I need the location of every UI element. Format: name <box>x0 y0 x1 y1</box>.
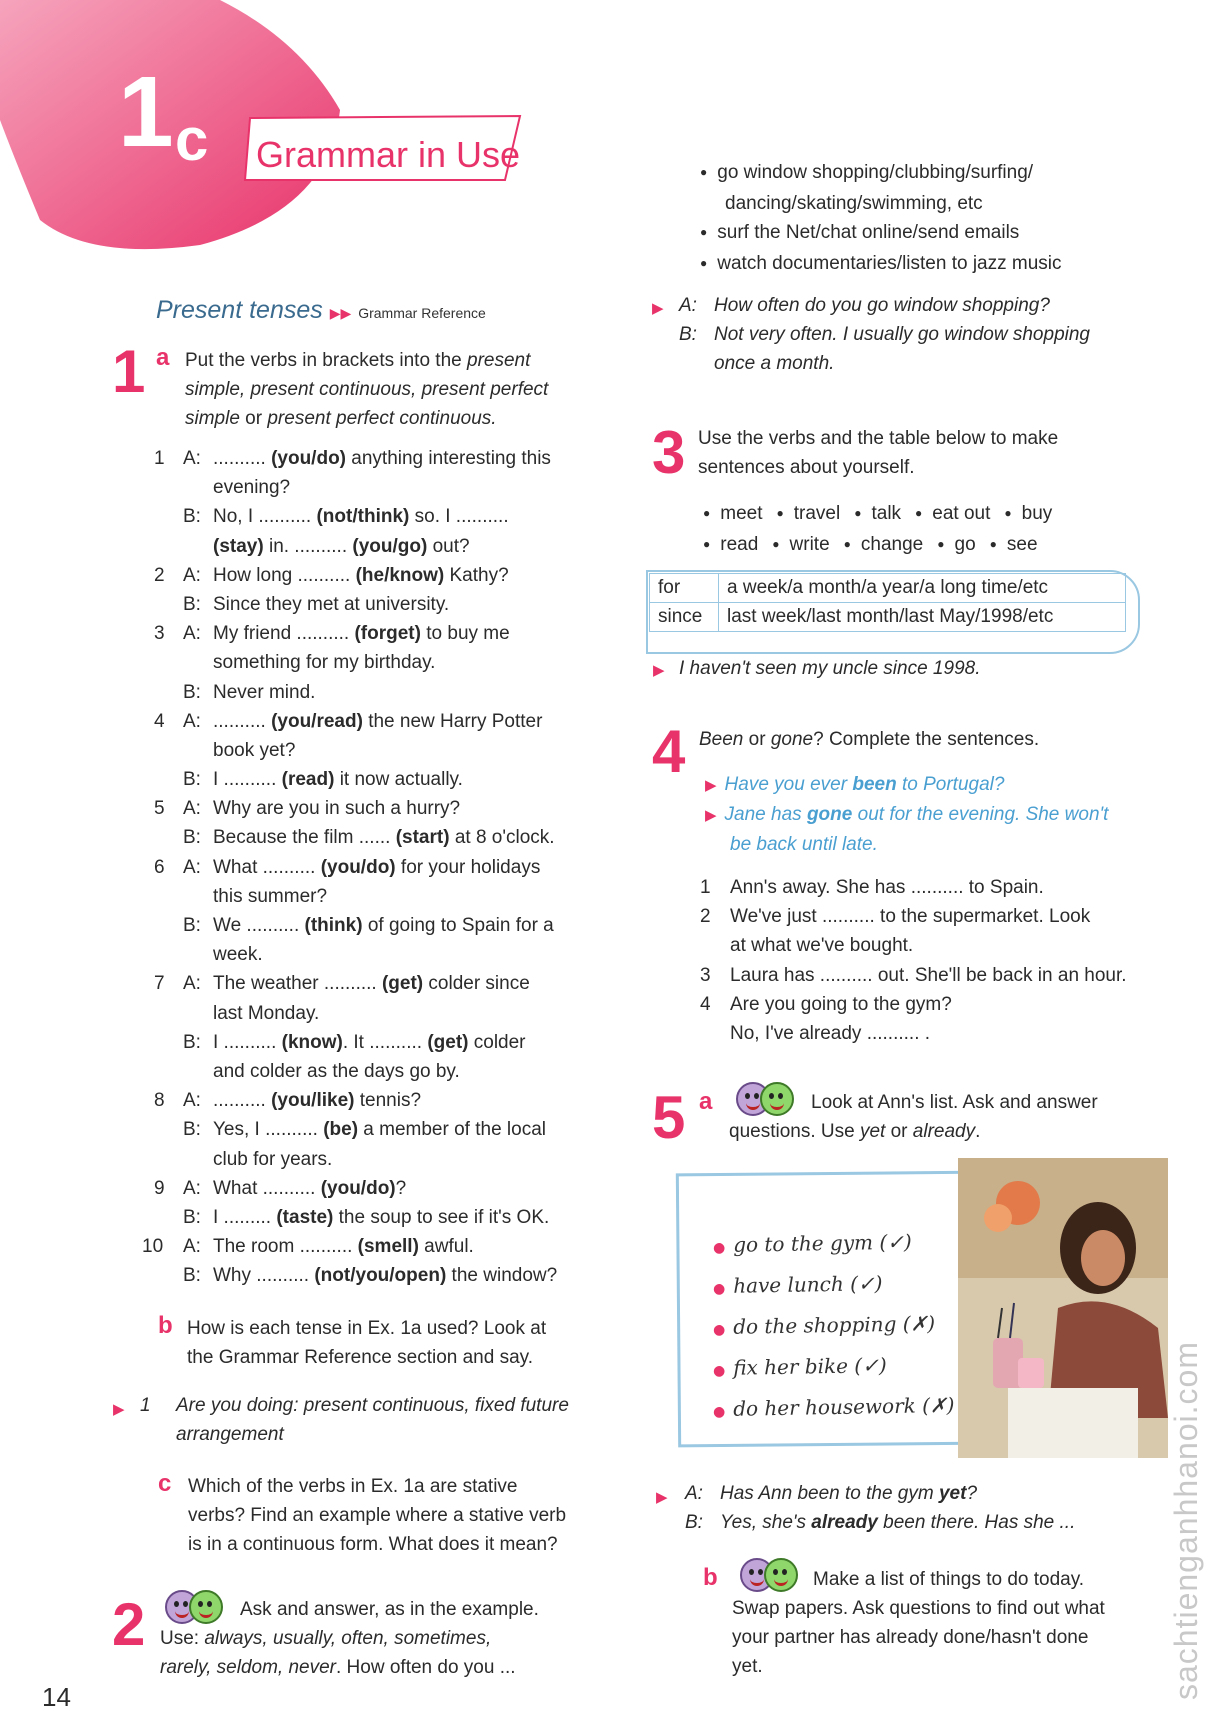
list-item <box>148 794 608 823</box>
list-item <box>148 444 608 473</box>
list-item <box>148 940 608 969</box>
list-item <box>713 1304 955 1349</box>
speaker-label: A: <box>183 798 201 820</box>
speaker-label: A: <box>183 564 201 586</box>
exercise-3-verbs <box>703 499 1066 561</box>
example-arrow-icon: ▶ <box>652 300 664 317</box>
list-item <box>700 1019 1170 1048</box>
item-text: at what we've bought. <box>730 935 914 957</box>
verb-item: ● write <box>772 534 829 555</box>
speaker-label: B: <box>183 506 201 528</box>
list-item <box>148 1086 608 1115</box>
verb-item: ● meet <box>703 503 763 524</box>
speaker-label: B: <box>183 593 201 615</box>
list-item <box>148 911 608 940</box>
speaker-label: A: <box>183 448 201 469</box>
item-text: What .......... (you/do) for your holidays <box>213 856 541 878</box>
bullet-icon: ● <box>712 1403 726 1421</box>
list-item <box>148 561 608 590</box>
item-number: 1 <box>154 448 165 469</box>
item-text: .......... (you/read) the new Harry Potter <box>213 710 543 732</box>
speaker-label: B: <box>183 1265 201 1287</box>
example-arrow-icon: ▶ <box>113 1401 125 1418</box>
item-number: 3 <box>154 623 165 645</box>
list-item <box>148 853 608 882</box>
example-arrow-icon: ▶ <box>656 1489 668 1506</box>
item-text: Because the film ...... (start) at 8 o'clock. <box>213 827 555 849</box>
exercise-1a-letter: a <box>156 344 170 371</box>
item-text: and colder as the days go by. <box>213 1060 460 1082</box>
exercise-1-number: 1 <box>112 338 146 405</box>
speaker-label: B: <box>183 1206 201 1228</box>
list-item-text: go to the gym (✓) <box>732 1229 912 1257</box>
exercise-5a-example: A: Has Ann been to the gym yet? B: Yes, she's already been there. Has she ... <box>685 1483 1076 1533</box>
speaker-label: B: <box>183 915 201 936</box>
speaker-label: A: <box>183 856 201 878</box>
list-item <box>713 1263 955 1308</box>
item-text: Yes, I .......... (be) a member of the local <box>213 1119 546 1141</box>
exercise-2-bullets: ● go window shopping/clubbing/surfing/ dancing/skating/swimming, etc ● surf the Net/chat online/send emails ● watch documentaries/listen to jazz music <box>700 158 1062 280</box>
verb-item: ● change <box>844 534 924 555</box>
verb-item: ● talk <box>854 503 901 524</box>
item-text: Laura has .......... out. She'll be back in an hour. <box>730 964 1127 986</box>
item-text: We .......... (think) of going to Spain for a <box>213 915 554 936</box>
item-text: The room .......... (smell) awful. <box>213 1236 474 1258</box>
speaker-label: B: <box>183 681 201 703</box>
item-number: 1 <box>700 877 711 898</box>
speaker-label: B: <box>183 1031 201 1053</box>
speaker-label: A: <box>183 973 201 995</box>
item-text: How long .......... (he/know) Kathy? <box>213 564 509 586</box>
item-number: 7 <box>154 973 165 995</box>
exercise-1-list <box>142 444 608 1290</box>
anns-list <box>713 1224 955 1429</box>
list-item <box>148 1145 608 1174</box>
item-text: .......... (you/do) anything interesting this <box>213 448 551 469</box>
item-text: No, I .......... (not/think) so. I .......... <box>213 506 509 528</box>
item-text: .......... (you/like) tennis? <box>213 1090 422 1112</box>
item-number: 5 <box>154 798 165 820</box>
watermark: sachtienganhhanoi.com <box>1168 1340 1204 1700</box>
list-item <box>148 619 608 648</box>
item-text: Are you going to the gym? <box>730 993 952 1015</box>
list-item-text: do her housework (✗) <box>732 1392 955 1421</box>
item-number: 2 <box>700 906 711 928</box>
exercise-1c-letter: c <box>158 1470 172 1497</box>
item-text: last Monday. <box>213 1002 320 1024</box>
verb-item: ● eat out <box>915 503 990 524</box>
exercise-4-number: 4 <box>652 718 686 785</box>
list-item <box>700 990 1170 1019</box>
list-item <box>148 1057 608 1086</box>
verb-item: ● read <box>703 534 758 555</box>
speaker-label: A: <box>183 1236 201 1258</box>
speaker-label: A: <box>183 710 201 732</box>
item-text: book yet? <box>213 739 296 761</box>
exercise-2-example: A: How often do you go window shopping? B: Not very often. I usually go window shopping once a month. <box>679 295 1090 374</box>
list-item <box>148 969 608 998</box>
exercise-4-instructions: Been or gone? Complete the sentences. <box>699 729 1040 750</box>
verb-item: ● buy <box>1004 503 1052 524</box>
header-shape <box>0 0 560 260</box>
speaker-label: A: <box>183 1090 201 1112</box>
list-item <box>148 473 608 502</box>
item-text: Why are you in such a hurry? <box>213 798 461 820</box>
item-text: Never mind. <box>213 681 316 703</box>
header-banner <box>0 0 560 260</box>
bullet-icon: ● <box>712 1280 726 1298</box>
item-number: 10 <box>142 1236 164 1258</box>
list-item-text: have lunch (✓) <box>732 1271 883 1298</box>
list-item <box>148 1203 608 1232</box>
verb-item: ● see <box>990 534 1038 555</box>
speaker-label: B: <box>183 769 201 791</box>
item-number: 4 <box>700 993 711 1015</box>
exercise-1a-instructions: Put the verbs in brackets into the present simple, present continuous, present perfect simple or present perfect continuous. <box>185 350 549 429</box>
list-item <box>148 882 608 911</box>
unit-number: 1 <box>118 56 174 168</box>
item-number: 2 <box>154 564 165 586</box>
exercise-1b-example-number: 1 <box>140 1395 151 1416</box>
exercise-3-number: 3 <box>652 419 686 486</box>
exercise-3-instructions: Use the verbs and the table below to make sentences about yourself. <box>698 428 1059 478</box>
item-text: We've just .......... to the supermarket. Look <box>730 906 1091 928</box>
speaker-label: A: <box>183 623 201 645</box>
item-text: evening? <box>213 477 291 499</box>
list-item <box>713 1386 955 1431</box>
speaker-label: A: <box>183 1177 201 1199</box>
exercise-4-list <box>700 873 1170 1048</box>
for-since-table <box>646 570 1140 654</box>
item-text: club for years. <box>213 1148 333 1170</box>
list-item <box>148 532 608 561</box>
list-item <box>148 590 608 619</box>
item-text: No, I've already .......... . <box>730 1022 931 1044</box>
list-item <box>148 1174 608 1203</box>
bullet-icon: ● <box>712 1362 726 1380</box>
exercise-1b-letter: b <box>158 1312 173 1339</box>
list-item <box>142 1232 608 1261</box>
item-number: 8 <box>154 1090 165 1112</box>
exercise-1b-instructions: How is each tense in Ex. 1a used? Look at the Grammar Reference section and say. <box>187 1318 547 1368</box>
exercise-5-number: 5 <box>652 1084 686 1151</box>
list-item <box>700 873 1170 902</box>
exercise-1c-instructions: Which of the verbs in Ex. 1a are stative verbs? Find an example where a stative verb is in a continuous form. What does it mean? <box>188 1476 567 1555</box>
section-title <box>156 296 486 325</box>
bullet-icon: ● <box>712 1321 726 1339</box>
list-item <box>148 1028 608 1057</box>
fast-forward-icon: ▶▶ <box>329 305 352 321</box>
woman-writing-photo <box>958 1158 1168 1458</box>
table-row: for a week/a month/a year/a long time/etc <box>650 574 1126 603</box>
item-number: 4 <box>154 710 165 732</box>
example-arrow-icon: ▶ <box>653 662 665 679</box>
item-text: Ann's away. She has .......... to Spain. <box>730 877 1044 898</box>
item-text: I ......... (taste) the soup to see if it's OK. <box>213 1206 550 1228</box>
exercise-5b-letter: b <box>703 1564 718 1591</box>
speaker-label: B: <box>183 1119 201 1141</box>
exercise-2-instructions: Ask and answer, as in the example. Use: always, usually, often, sometimes, rarely, seldom, never. How often do you ... <box>160 1599 539 1678</box>
list-item <box>148 678 608 707</box>
speaker-label: B: <box>183 827 201 849</box>
list-item <box>713 1345 955 1390</box>
exercise-1b-example: Are you doing: present continuous, fixed future arrangement <box>176 1395 569 1445</box>
verb-item: ● go <box>937 534 975 555</box>
exercise-5a-letter: a <box>699 1088 713 1115</box>
item-text: I .......... (read) it now actually. <box>213 769 463 791</box>
item-text: Why .......... (not/you/open) the window? <box>213 1265 558 1287</box>
list-item <box>148 707 608 736</box>
item-number: 3 <box>700 964 711 986</box>
list-item <box>700 902 1170 931</box>
list-item <box>148 999 608 1028</box>
exercise-5a-instructions: Look at Ann's list. Ask and answer questions. Use yet or already. <box>729 1092 1098 1142</box>
item-number: 9 <box>154 1177 165 1199</box>
list-item <box>148 765 608 794</box>
item-text: What .......... (you/do)? <box>213 1177 407 1199</box>
section-title-text: Present tenses <box>156 296 323 324</box>
item-number: 6 <box>154 856 165 878</box>
item-text: Since they met at university. <box>213 593 450 615</box>
grammar-reference-link[interactable]: Grammar Reference <box>358 305 486 321</box>
list-item <box>148 1261 608 1290</box>
item-text: I .......... (know). It .......... (get) colder <box>213 1031 526 1053</box>
list-item <box>713 1222 955 1267</box>
list-item <box>148 648 608 677</box>
verb-item: ● travel <box>777 503 841 524</box>
list-item <box>148 823 608 852</box>
exercise-2-number: 2 <box>112 1591 146 1658</box>
exercise-4-examples: ▶ Have you ever been to Portugal? ▶ Jane has gone out for the evening. She won't be back until late. <box>705 774 1109 855</box>
list-item <box>148 502 608 531</box>
table-row: since last week/last month/last May/1998/etc <box>650 603 1126 632</box>
item-text: The weather .......... (get) colder since <box>213 973 530 995</box>
item-text: something for my birthday. <box>213 652 436 674</box>
unit-letter: c <box>175 106 209 173</box>
exercise-5b-instructions: Make a list of things to do today. Swap papers. Ask questions to find out what your partner has already done/hasn't done yet. <box>732 1569 1105 1677</box>
list-item <box>148 1115 608 1144</box>
page-title: Grammar in Use <box>256 134 521 175</box>
photo-illustration <box>958 1158 1168 1458</box>
item-text: (stay) in. .......... (you/go) out? <box>213 535 470 557</box>
item-text: this summer? <box>213 885 328 907</box>
list-item-text: do the shopping (✗) <box>732 1311 936 1339</box>
list-item <box>700 961 1170 990</box>
exercise-3-example: I haven't seen my uncle since 1998. <box>679 658 981 679</box>
list-item-text: fix her bike (✓) <box>732 1353 887 1380</box>
item-text: week. <box>213 944 263 966</box>
list-item <box>148 736 608 765</box>
list-item <box>700 931 1170 960</box>
item-text: My friend .......... (forget) to buy me <box>213 623 510 645</box>
bullet-icon: ● <box>712 1239 726 1257</box>
page-number: 14 <box>42 1682 71 1712</box>
